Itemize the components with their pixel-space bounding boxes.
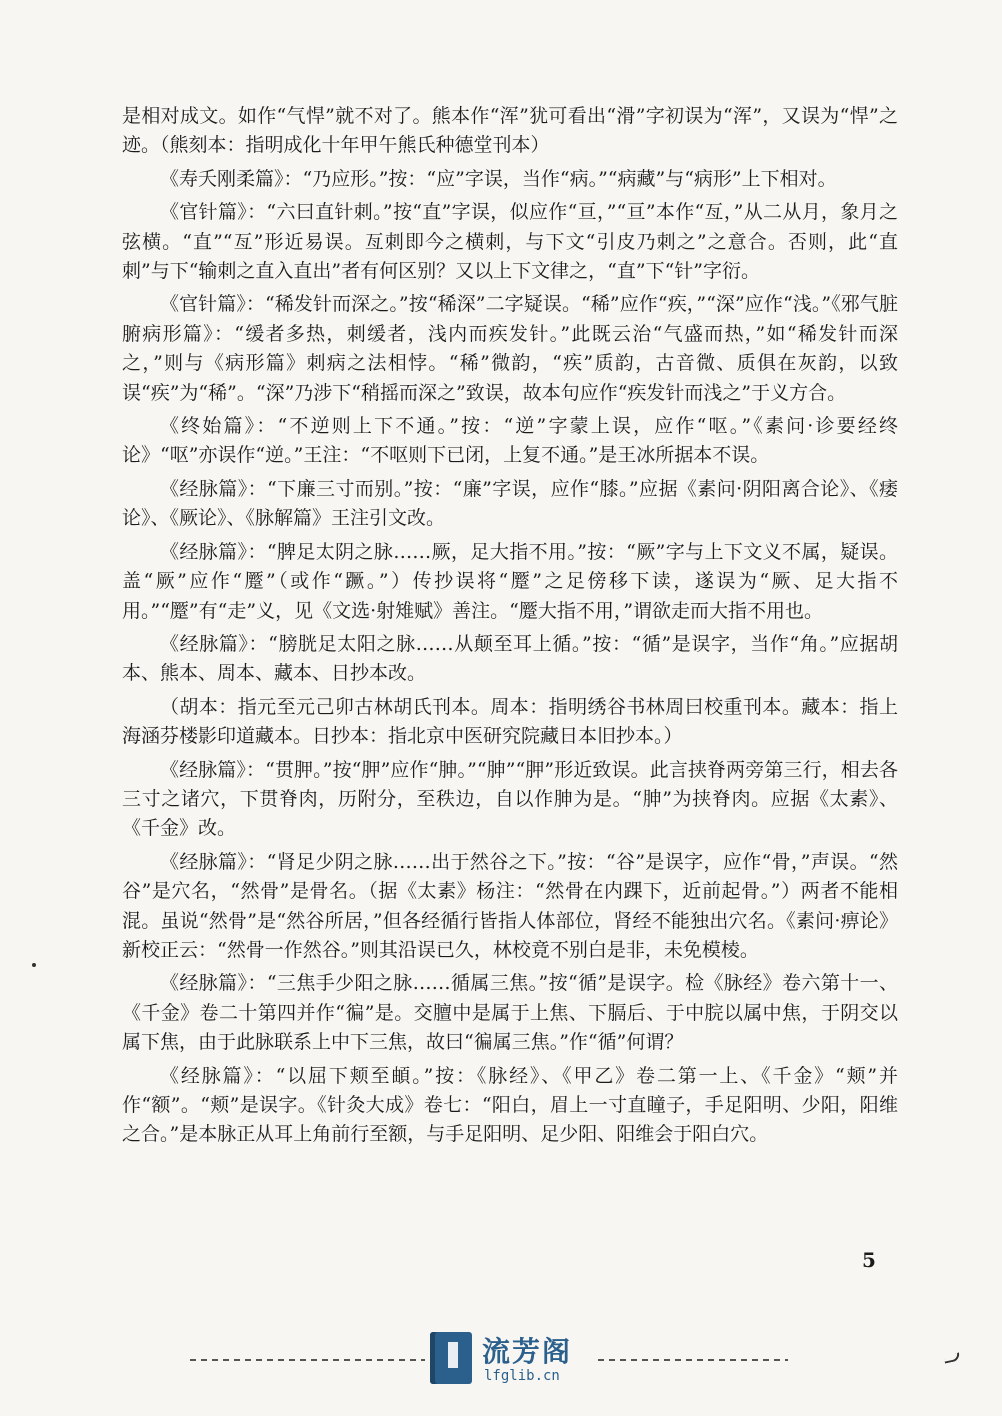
paragraph: 《寿夭刚柔篇》：“乃应形。”按：“应”字误，当作“病。”“病藏”与“病形”上下相对。 — [160, 167, 837, 190]
paragraph: 是相对成文。如作“气悍”就不对了。熊本作“浑”犹可看出“滑”字初误为“浑”，又误为“悍”之迹。（熊刻本：指明成化十年甲午熊氏种德堂刊本） — [122, 105, 898, 157]
page-number: 5 — [862, 1248, 876, 1272]
paragraph: 《经脉篇》：“贯胛。”按“胛”应作“胂。”“胂”“胛”形近致误。此言挟脊两旁第三行，相去各三寸之诸穴，下贯脊肉，历附分，至秩边，自以作胂为是。“胂”为挟脊肉。应据《太素》、《千金》改。 — [122, 758, 898, 840]
paragraph: 《经脉篇》：“脾足太阴之脉……厥，足大指不用。”按：“厥”字与上下文义不属，疑误。盖“厥”应作“蹷”（或作“蹶。”）传抄误将“蹷”之足傍移下读，遂误为“厥、足大指不用。”“蹷”有“走”义，见《文选·射雉赋》善注。“蹷大指不用，”谓欲走而大指不用也。 — [122, 540, 898, 622]
paragraph: 《经脉篇》：“肾足少阴之脉……出于然谷之下。”按：“谷”是误字，应作“骨，”声误。“然谷”是穴名，“然骨”是骨名。（据《太素》杨注：“然骨在内踝下，近前起骨。”）两者不能相混。虽说“然骨”是“然谷所居，”但各经循行皆指人体部位，肾经不能独出穴名。《素问·痹论》新校正云：“然骨一作然谷。”则其沿误已久，林校竟不别白是非，未免模棱。 — [122, 850, 898, 961]
logo-url: lfglib.cn — [484, 1368, 560, 1384]
paragraph: 《经脉篇》：“以屈下颊至頔。”按：《脉经》、《甲乙》卷二第一上、《千金》“颊”并作“额”。“颊”是误字。《针灸大成》卷七：“阳白，眉上一寸直瞳子，手足阳明、少阳，阳维之合。”是本脉正从耳上角前行至额，与手足阳明、足少阳、阳维会于阳白穴。 — [122, 1064, 898, 1146]
scan-speck — [32, 963, 36, 967]
footer-rule-right — [598, 1359, 788, 1361]
corner-mark — [943, 1352, 960, 1363]
logo-name: 流芳阁 — [482, 1335, 573, 1368]
paragraph: 《终始篇》：“不逆则上下不通。”按：“逆”字蒙上误，应作“呕。”《素问·诊要经终论》“呕”亦误作“逆。”王注：“不呕则下已闭，上复不通。”是王冰所据本不误。 — [122, 415, 898, 467]
paragraph: 《官针篇》：“稀发针而深之。”按“稀深”二字疑误。“稀”应作“疾，”“深”应作“浅。”《邪气脏腑病形篇》：“缓者多热，刺缓者，浅内而疾发针。”此既云治“气盛而热，”如“稀发针而深之，”则与《病形篇》刺病之法相悖。“稀”微韵，“疾”质韵，古音微、质俱在灰韵，以致误“疾”为“稀”。“深”乃涉下“稍摇而深之”致误，故本句应作“疾发针而浅之”于义方合。 — [122, 293, 898, 404]
paragraph: 《经脉篇》：“膀胱足太阳之脉……从颠至耳上循。”按：“循”是误字，当作“角。”应据胡本、熊本、周本、藏本、日抄本改。 — [122, 632, 898, 685]
paragraph: （胡本：指元至元己卯古林胡氏刊本。周本：指明绣谷书林周曰校重刊本。藏本：指上海涵芬楼影印道藏本。日抄本：指北京中医研究院藏日本旧抄本。） — [122, 695, 898, 748]
main-text — [122, 102, 898, 1154]
book-icon — [430, 1332, 472, 1384]
paragraph: 《官针篇》：“六曰直针刺。”按“直”字误，似应作“亘，”“亘”本作“亙，”从二从月，象月之弦横。“直”“亙”形近易误。亙刺即今之横刺，与下文“引皮乃刺之”之意合。否则，此“直刺”与下“输刺之直入直出”者有何区别？又以上下文律之，“直”下“针”字衍。 — [122, 201, 898, 283]
paragraph: 《经脉篇》：“下廉三寸而别。”按：“廉”字误，应作“膝。”应据《素问·阴阳离合论》、《痿论》、《厥论》、《脉解篇》王注引文改。 — [122, 477, 898, 530]
watermark-logo — [430, 1330, 590, 1390]
paragraph: 《经脉篇》：“三焦手少阳之脉……循属三焦。”按“循”是误字。检《脉经》卷六第十一、《千金》卷二十第四并作“徧”是。交膻中是属于上焦、下膈后、于中脘以属中焦，于阴交以属下焦，由于此脉联系上中下三焦，故曰“徧属三焦。”作“循”何谓？ — [122, 972, 898, 1054]
footer-rule-left — [190, 1359, 425, 1361]
